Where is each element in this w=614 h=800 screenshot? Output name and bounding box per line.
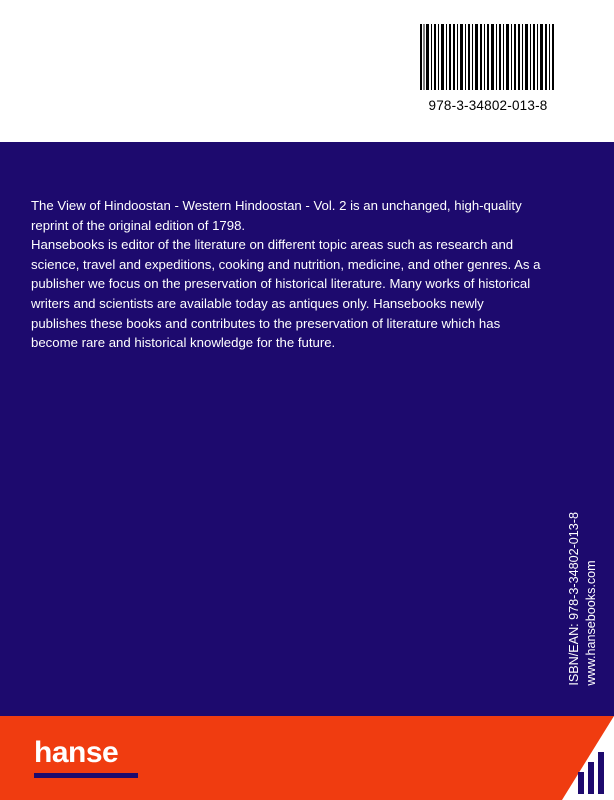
publisher-corner-mark-icon [552, 716, 614, 800]
barcode-block [420, 24, 556, 113]
spine-website: www.hansebooks.com [584, 560, 598, 686]
description-panel [0, 142, 614, 716]
publisher-footer [0, 716, 614, 800]
ean-13-barcode-icon [420, 24, 556, 90]
spine-info [566, 512, 600, 686]
description-paragraph-2: Hansebooks is editor of the literature on different topic areas such as research and science, travel and expeditions, cooking and nutrition, medicine, and other genres. As a publisher we focus on the preservation of historical literature. Many works of historical writers and scientists are available today as antiques only. Hansebooks newly publishes these books and contributes to the preservation of literature which has become rare and historical knowledge for the future. [31, 237, 541, 351]
spine-isbn: ISBN/EAN: 978-3-34802-013-8 [567, 512, 581, 686]
publisher-logo-underline [34, 773, 138, 778]
barcode-number: 978-3-34802-013-8 [428, 98, 548, 113]
description-text [31, 196, 543, 353]
barcode-area [0, 0, 614, 142]
publisher-logo-text: hanse [34, 736, 119, 769]
description-paragraph-1: The View of Hindoostan - Western Hindoostan - Vol. 2 is an unchanged, high-quality reprint of the original edition of 1798. [31, 198, 522, 233]
